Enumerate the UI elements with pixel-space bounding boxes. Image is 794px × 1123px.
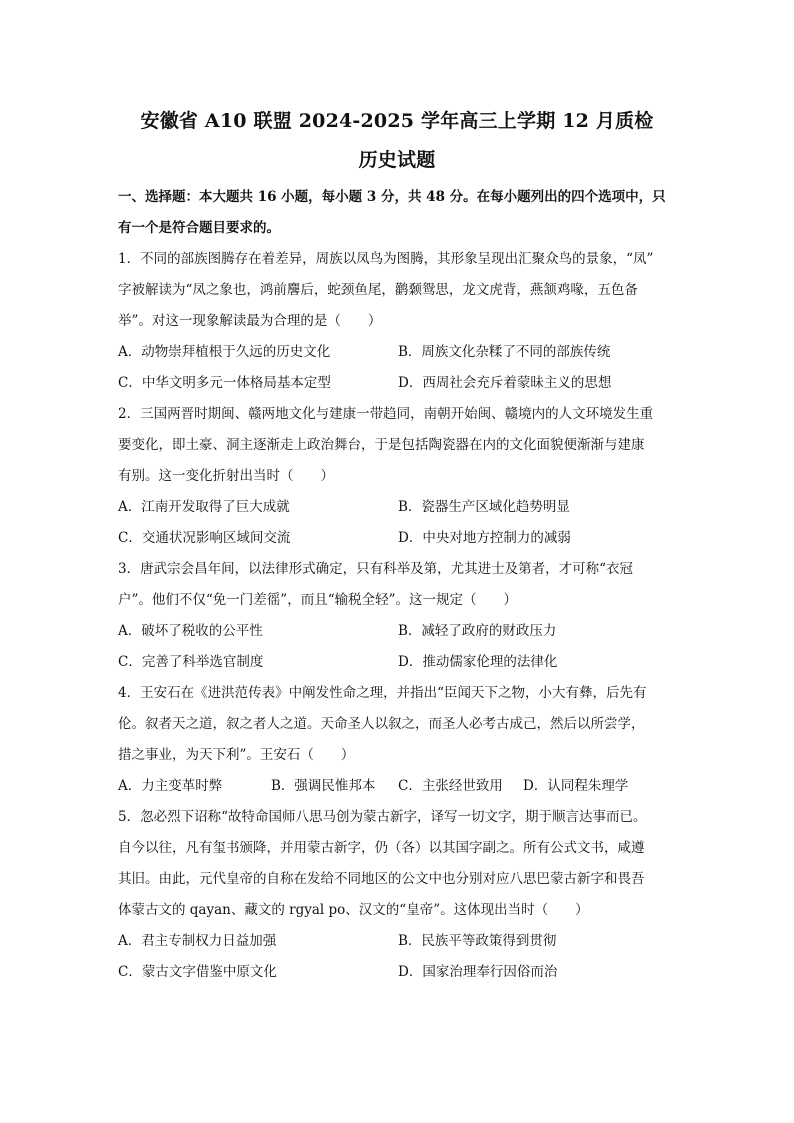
question-2-stem-line: 2．三国两晋时期闽、赣两地文化与建康一带趋同，南朝开始闽、赣境内的人文环境发生重	[118, 406, 654, 422]
question-2-option-d[interactable]: D．中央对地方控制力的减弱	[398, 530, 571, 546]
question-4-options-row	[118, 771, 680, 802]
question-2-option-a[interactable]: A．江南开发取得了巨大成就	[118, 499, 290, 515]
question-5-option-c[interactable]: C．蒙古文字借鉴中原文化	[118, 964, 277, 980]
section-instruction-line-1: 一、选择题：本大题共 16 小题，每小题 3 分，共 48 分。在每小题列出的四个选项中，只	[118, 189, 666, 205]
question-2-stem-line: 要变化，即土豪、洞主逐渐走上政治舞台，于是包括陶瓷器在内的文化面貌便渐渐与建康	[118, 437, 645, 453]
question-5-stem-line: 自今以往，凡有玺书颁降，并用蒙古新字，仍（各）以其国字副之。所有公式文书，咸遵	[118, 840, 645, 856]
question-3-option-b[interactable]: B．减轻了政府的财政压力	[398, 623, 557, 639]
question-4-stem-line: 伦。叙者天之道，叙之者人之道。天命圣人以叙之，而圣人必考古成己，然后以所尝学，	[118, 716, 645, 732]
question-5-option-b[interactable]: B．民族平等政策得到贯彻	[398, 933, 557, 949]
question-2-options-row	[118, 523, 680, 554]
section-instruction-line-2: 有一个是符合题目要求的。	[118, 220, 280, 236]
exam-title: 安徽省 A10 联盟 2024-2025 学年高三上学期 12 月质检	[140, 110, 654, 132]
question-3	[118, 554, 680, 678]
exam-subtitle: 历史试题	[358, 149, 436, 171]
question-2-option-c[interactable]: C．交通状况影响区域间交流	[118, 530, 291, 546]
question-3-option-c[interactable]: C．完善了科举选官制度	[118, 654, 264, 670]
question-5-stem-line: 其旧。由此，元代皇帝的自称在发给不同地区的公文中也分别对应八思巴蒙古新字和畏吾	[118, 871, 645, 887]
question-5-options-row	[118, 957, 680, 988]
question-3-options-row	[118, 616, 680, 647]
question-3-option-d[interactable]: D．推动儒家伦理的法律化	[398, 654, 558, 670]
question-5	[118, 802, 680, 988]
question-4-option-d[interactable]: D．认同程朱理学	[523, 778, 629, 794]
question-5-stem-line: 5．忽必烈下诏称“故特命国师八思马创为蒙古新字，译写一切文字，期于顺言达事而已。	[118, 809, 647, 825]
question-5-options-row	[118, 926, 680, 957]
question-1-option-c[interactable]: C．中华文明多元一体格局基本定型	[118, 375, 331, 391]
question-1-options-row	[118, 337, 680, 368]
question-3-stem-line: 3．唐武宗会昌年间，以法律形式确定，只有科举及第，尤其进士及第者，才可称“衣冠	[118, 561, 633, 577]
question-2-option-b[interactable]: B．瓷器生产区域化趋势明显	[398, 499, 570, 515]
question-4-stem-line: 4．王安石在《进洪范传表》中阐发性命之理，并指出“臣闻天下之物，小大有彝，后先有	[118, 685, 647, 701]
question-1-option-b[interactable]: B．周族文化杂糅了不同的部族传统	[398, 344, 611, 360]
question-4-option-b[interactable]: B．强调民惟邦本	[271, 778, 376, 794]
question-1	[118, 244, 680, 399]
question-2	[118, 399, 680, 554]
question-2-stem-line: 有别。这一变化折射出当时（ ）	[118, 468, 334, 484]
question-4-stem-line: 措之事业，为天下利”。王安石（ ）	[118, 747, 355, 763]
question-5-option-a[interactable]: A．君主专制权力日益加强	[118, 933, 277, 949]
question-2-options-row	[118, 492, 680, 523]
question-5-option-d[interactable]: D．国家治理奉行因俗而治	[398, 964, 558, 980]
question-1-option-d[interactable]: D．西周社会充斥着蒙昧主义的思想	[398, 375, 612, 391]
question-4-option-c[interactable]: C．主张经世致用	[398, 778, 503, 794]
question-3-options-row	[118, 647, 680, 678]
question-5-stem-line: 体蒙古文的 qayan、藏文的 rgyal po、汉文的“皇帝”。这体现出当时（ ）	[118, 902, 589, 918]
question-3-stem-line: 户”。他们不仅“免一门差徭”，而且“输税全轻”。这一规定（ ）	[118, 592, 518, 608]
question-1-stem-line: 字被解读为“凤之象也，鸿前麐后，蛇颈鱼尾，鹳颡鸳思，龙文虎背，燕颔鸡喙，五色备	[118, 282, 638, 298]
exam-content	[118, 182, 680, 988]
question-1-options-row	[118, 368, 680, 399]
question-1-stem-line: 举”。对这一现象解读最为合理的是（ ）	[118, 313, 382, 329]
question-4-option-a[interactable]: A．力主变革时弊	[118, 778, 223, 794]
question-4	[118, 678, 680, 802]
question-1-stem-line: 1．不同的部族图腾存在着差异，周族以凤鸟为图腾，其形象呈现出汇聚众鸟的景象，“凤”	[118, 251, 654, 267]
question-1-option-a[interactable]: A．动物崇拜植根于久远的历史文化	[118, 344, 331, 360]
question-3-option-a[interactable]: A．破坏了税收的公平性	[118, 623, 263, 639]
